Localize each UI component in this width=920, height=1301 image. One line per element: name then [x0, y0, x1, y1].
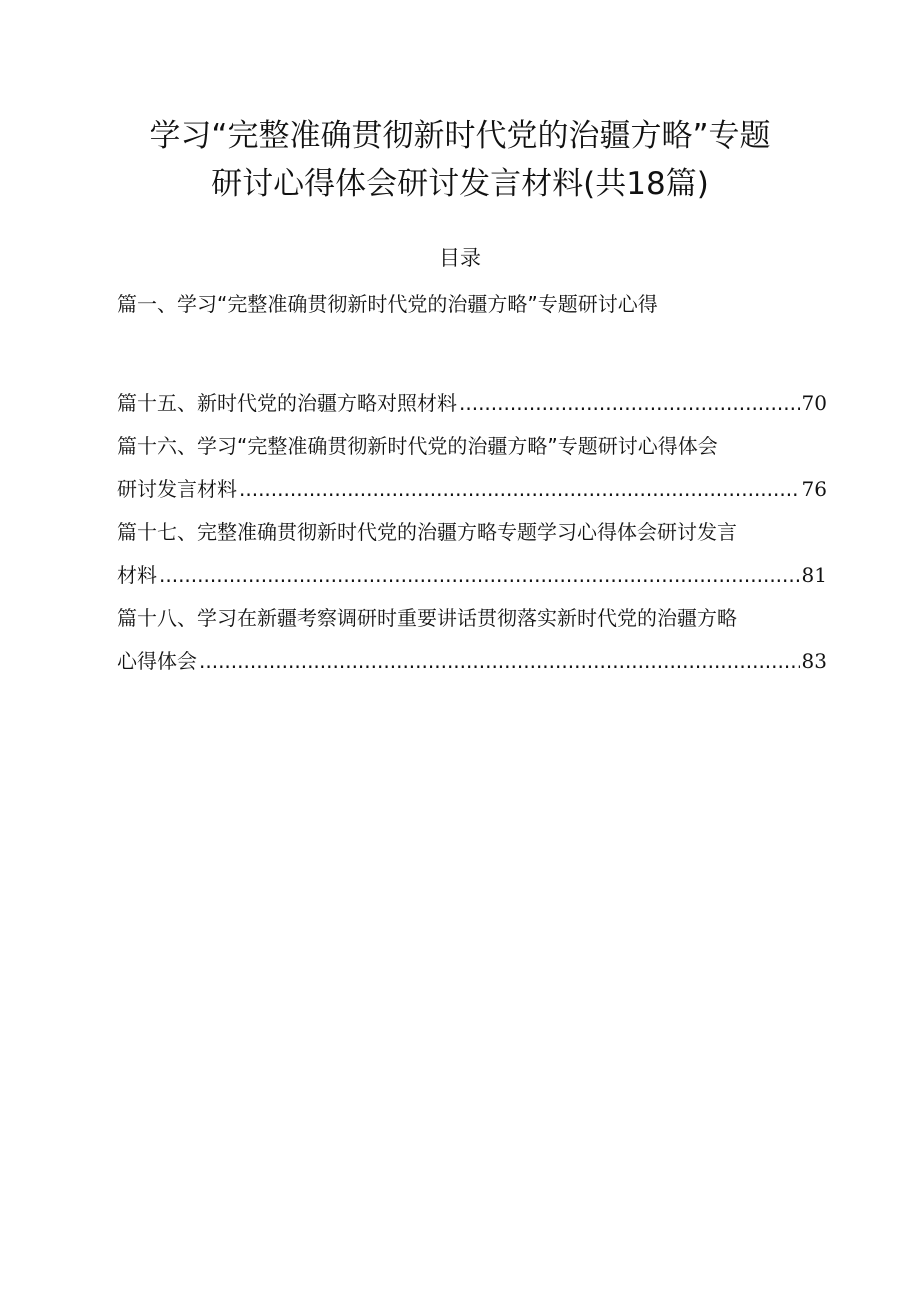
- toc-entry-1-text: 篇一、学习“完整准确贯彻新时代党的治疆方略”专题研讨心得: [117, 292, 658, 316]
- toc-entry-18-line-1[interactable]: [117, 603, 827, 633]
- toc-entry-16-text-1: 篇十六、学习“完整准确贯彻新时代党的治疆方略”专题研讨心得体会: [117, 434, 718, 458]
- toc-entry-15[interactable]: [117, 388, 827, 418]
- toc-entry-18-page: 83: [801, 649, 827, 673]
- toc-entry-18-line-2[interactable]: [117, 646, 827, 676]
- toc-entry-16-line-1[interactable]: [117, 431, 827, 461]
- toc-entry-16-page: 76: [801, 477, 827, 501]
- toc-entry-17-text-2: 材料: [117, 563, 157, 587]
- toc-entry-16-text-2: 研讨发言材料: [117, 477, 237, 501]
- toc-entry-15-page: 70: [801, 391, 827, 415]
- toc-entry-18-leader: [199, 646, 800, 676]
- document-title-line-1: 学习“完整准确贯彻新时代党的治疆方略”专题: [149, 118, 771, 154]
- toc-entry-15-leader: [459, 388, 800, 418]
- toc-heading: 目录: [439, 246, 481, 270]
- toc-entry-16-leader: [239, 474, 800, 504]
- toc-entry-17-page: 81: [801, 563, 827, 587]
- toc-entry-18-text-1: 篇十八、学习在新疆考察调研时重要讲话贯彻落实新时代党的治疆方略: [117, 606, 737, 630]
- toc-entry-1[interactable]: [117, 289, 827, 319]
- toc-entry-17-leader: [159, 560, 800, 590]
- toc-entry-18-text-2: 心得体会: [117, 649, 197, 673]
- toc-entry-17-line-2[interactable]: [117, 560, 827, 590]
- toc-entry-15-text: 篇十五、新时代党的治疆方略对照材料: [117, 391, 457, 415]
- toc-entry-17-text-1: 篇十七、完整准确贯彻新时代党的治疆方略专题学习心得体会研讨发言: [117, 520, 737, 544]
- document-title-line-2: 研讨心得体会研讨发言材料(共18篇): [211, 166, 709, 202]
- toc-entry-17-line-1[interactable]: [117, 517, 827, 547]
- toc-entry-16-line-2[interactable]: [117, 474, 827, 504]
